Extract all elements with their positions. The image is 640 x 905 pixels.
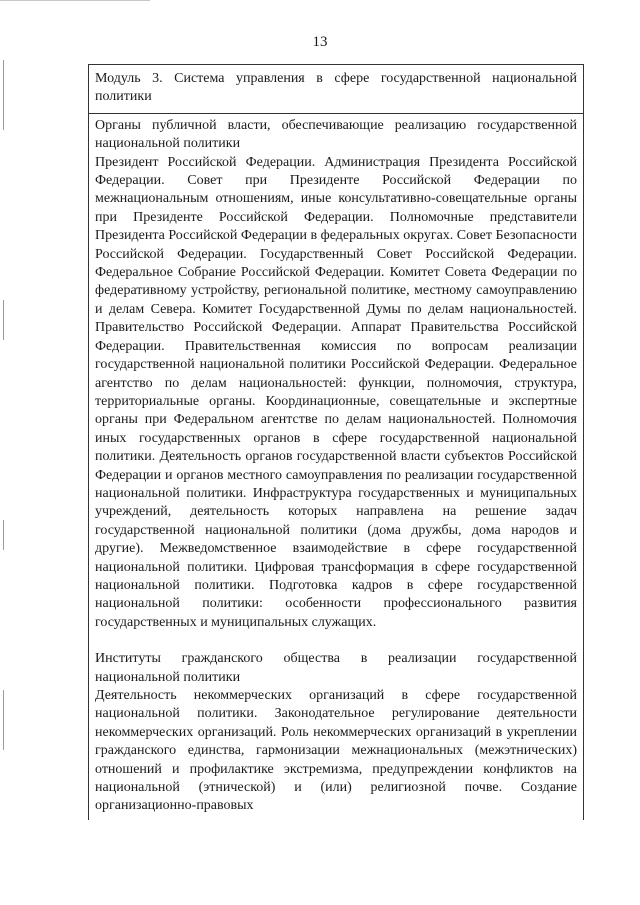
section-gap — [95, 632, 577, 650]
page-number: 13 — [312, 34, 328, 50]
scan-edge-top — [0, 0, 150, 1]
scan-edge-mark — [3, 520, 4, 550]
curriculum-table — [88, 64, 584, 820]
section-2-heading: Институты гражданского общества в реализации государственной национальной политики — [95, 651, 577, 685]
section-row — [88, 113, 584, 820]
scan-edge-mark — [3, 300, 4, 340]
scan-edge-mark — [3, 690, 4, 750]
scan-edge-mark — [3, 60, 4, 130]
section-1-body: Президент Российской Федерации. Администрация Президента Российской Федерации. Совет при Президенте Российской Федерации по межнациональным отношениям, иные консультативно-совещательные органы при Президенте Российской Федерации. Полномочные представители Президента Российской Федерации в федеральных округах. Совет Безопасности Российской Федерации. Государственный Совет Российской Федерации. Федеральное Собрание Российской Федерации. Комитет Совета Федерации по федеративному устройству, региональной политике, местному самоуправлению и делам Севера. Комитет Государственной Думы по делам национальностей. Правительство Российской Федерации. Аппарат Правительства Российской Федерации. Правительственная комиссия по вопросам реализации государственной национальной политики Российской Федерации. Федеральное агентство по делам национальностей: функции, полномочия, структура, территориальные органы. Координационные, совещательные и экспертные органы при Федеральном агентстве по делам национальностей. Полномочия иных государственных органов в сфере государственной национальной политики. Деятельность органов государственной власти субъектов Российской Федерации и органов местного самоуправления по реализации государственной национальной политики. Инфраструктура государственных и муниципальных учреждений, деятельность которых направлена на решение задач государственной национальной политики (дома дружбы, дома народов и другие). Межведомственное взаимодействие в сфере государственной национальной политики. Цифровая трансформация в сфере государственной национальной политики. Подготовка кадров в сфере государственной национальной политики: особенности профессионального развития государственных и муниципальных служащих. — [95, 154, 577, 630]
section-1-heading: Органы публичной власти, обеспечивающие реализацию государственной национальной политики — [95, 117, 577, 152]
module-title-row — [88, 64, 584, 113]
section-2-body: Деятельность некоммерческих организаций в сфере государственной национальной политики. Законодательное регулирование деятельности некоммерческих организаций. Роль некоммерческих организаций в укреплении гражданского единства, гармонизации межнациональных (межэтнических) отношений и профилактике экстремизма, предупреждении конфликтов на национальной (этнической) и (или) религиозной почве. Создание организационно-правовых — [95, 688, 577, 814]
module-title: Модуль 3. Система управления в сфере государственной национальной политики — [95, 71, 577, 105]
